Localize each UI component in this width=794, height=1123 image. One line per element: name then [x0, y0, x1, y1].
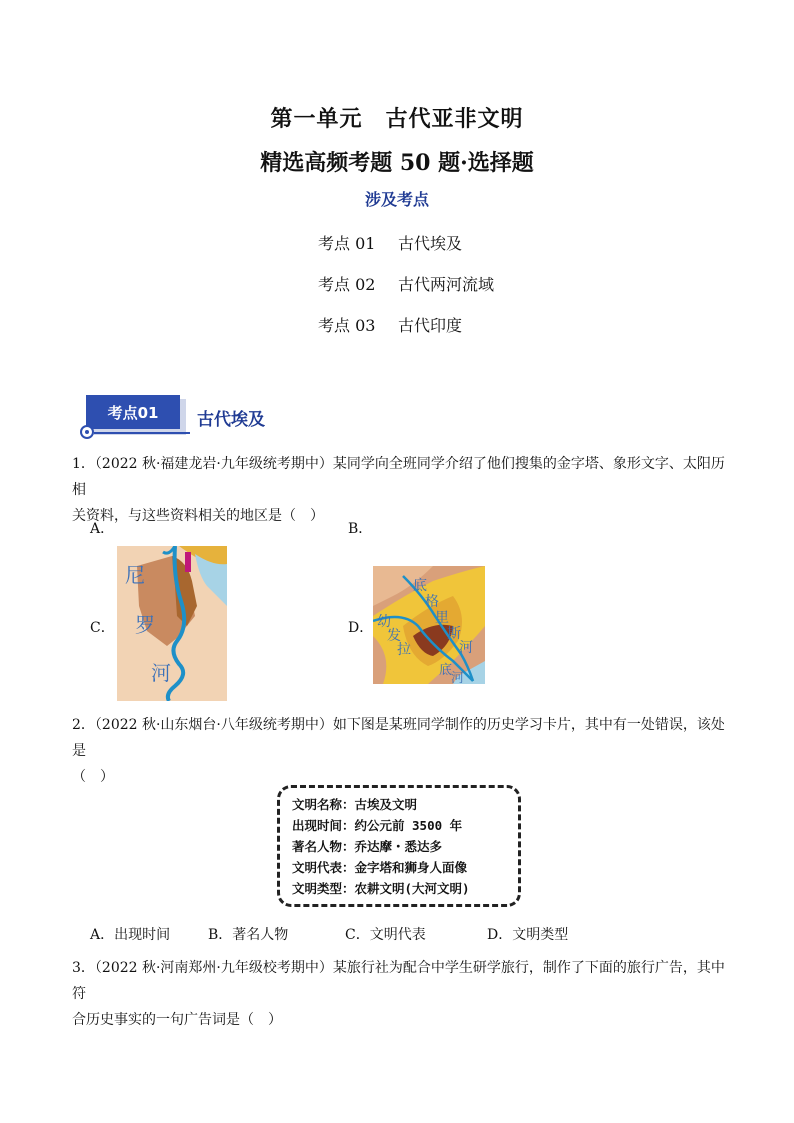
section-badge: [80, 395, 190, 441]
map-label: 底: [413, 578, 427, 594]
map-label: 发: [387, 628, 401, 644]
map-label: 底: [439, 663, 453, 678]
card-row: 文明名称：古埃及文明: [292, 797, 418, 812]
nile-map-image: [117, 546, 227, 701]
option-c: C．文明代表: [345, 927, 426, 943]
question-2: [72, 712, 732, 790]
map-label: 幼: [377, 614, 391, 630]
map-label: 河: [151, 661, 171, 685]
topic-code: 考点 01: [318, 234, 376, 253]
question-text: 关资料，与这些资料相关的地区是（ ）: [72, 508, 324, 524]
option-a: A．: [90, 521, 115, 537]
question-text: 2．（2022 秋·山东烟台·八年级统考期中）如下图是某班同学制作的历史学习卡片，其中有一处错误，该处是: [72, 717, 725, 759]
card-row: 著名人物：乔达摩・悉达多: [292, 839, 443, 854]
map-label: 河: [459, 640, 473, 656]
map-label: 尼: [125, 563, 145, 587]
question-text: （ ）: [72, 769, 114, 785]
topic-code: 考点 03: [318, 316, 376, 335]
bullet-dot-icon: [80, 425, 94, 439]
page-subtitle: 精选高频考题 50 题·选择题: [260, 150, 534, 176]
question-1: [72, 451, 732, 529]
topic-item: [318, 231, 462, 254]
topic-name: 古代埃及: [398, 234, 463, 253]
section-title: 古代埃及: [197, 410, 265, 430]
card-row: 文明类型：农耕文明(大河文明): [292, 881, 470, 896]
option-d: D．: [348, 620, 374, 636]
topics-heading: 涉及考点: [364, 190, 429, 209]
option-a: A．出现时间: [90, 927, 171, 943]
question-text: 合历史事实的一句广告词是（ ）: [72, 1012, 282, 1028]
map-label: 斯: [447, 626, 461, 642]
study-card: [277, 785, 521, 907]
page-title: 第一单元 古代亚非文明: [270, 106, 524, 132]
question-text: 1．（2022 秋·福建龙岩·九年级统考期中）某同学向全班同学介绍了他们搜集的金字塔、象形文字、太阳历相: [72, 456, 725, 498]
option-c: C．: [90, 620, 115, 636]
topic-name: 古代两河流域: [398, 275, 495, 294]
map-label: 里: [435, 610, 449, 626]
topic-item: [318, 313, 462, 336]
map-label: 格: [425, 594, 439, 610]
map-label: 罗: [135, 613, 155, 637]
section-badge-label: 考点01: [86, 395, 180, 429]
option-b: B．: [348, 521, 373, 537]
topic-item: [318, 272, 494, 295]
question-3: [72, 955, 732, 1033]
option-b: B．著名人物: [208, 927, 289, 943]
card-row: 文明代表：金字塔和狮身人面像: [292, 860, 468, 875]
topic-name: 古代印度: [398, 316, 463, 335]
card-row: 出现时间：约公元前 3500 年: [292, 818, 463, 833]
topic-code: 考点 02: [318, 275, 376, 294]
map-label: 河: [451, 671, 465, 684]
option-d: D．文明类型: [487, 927, 569, 943]
mesopotamia-map-image: [373, 566, 485, 684]
map-label: 拉: [397, 642, 411, 658]
question-text: 3．（2022 秋·河南郑州·九年级校考期中）某旅行社为配合中学生研学旅行，制作了下面的旅行广告，其中符: [72, 960, 725, 1002]
